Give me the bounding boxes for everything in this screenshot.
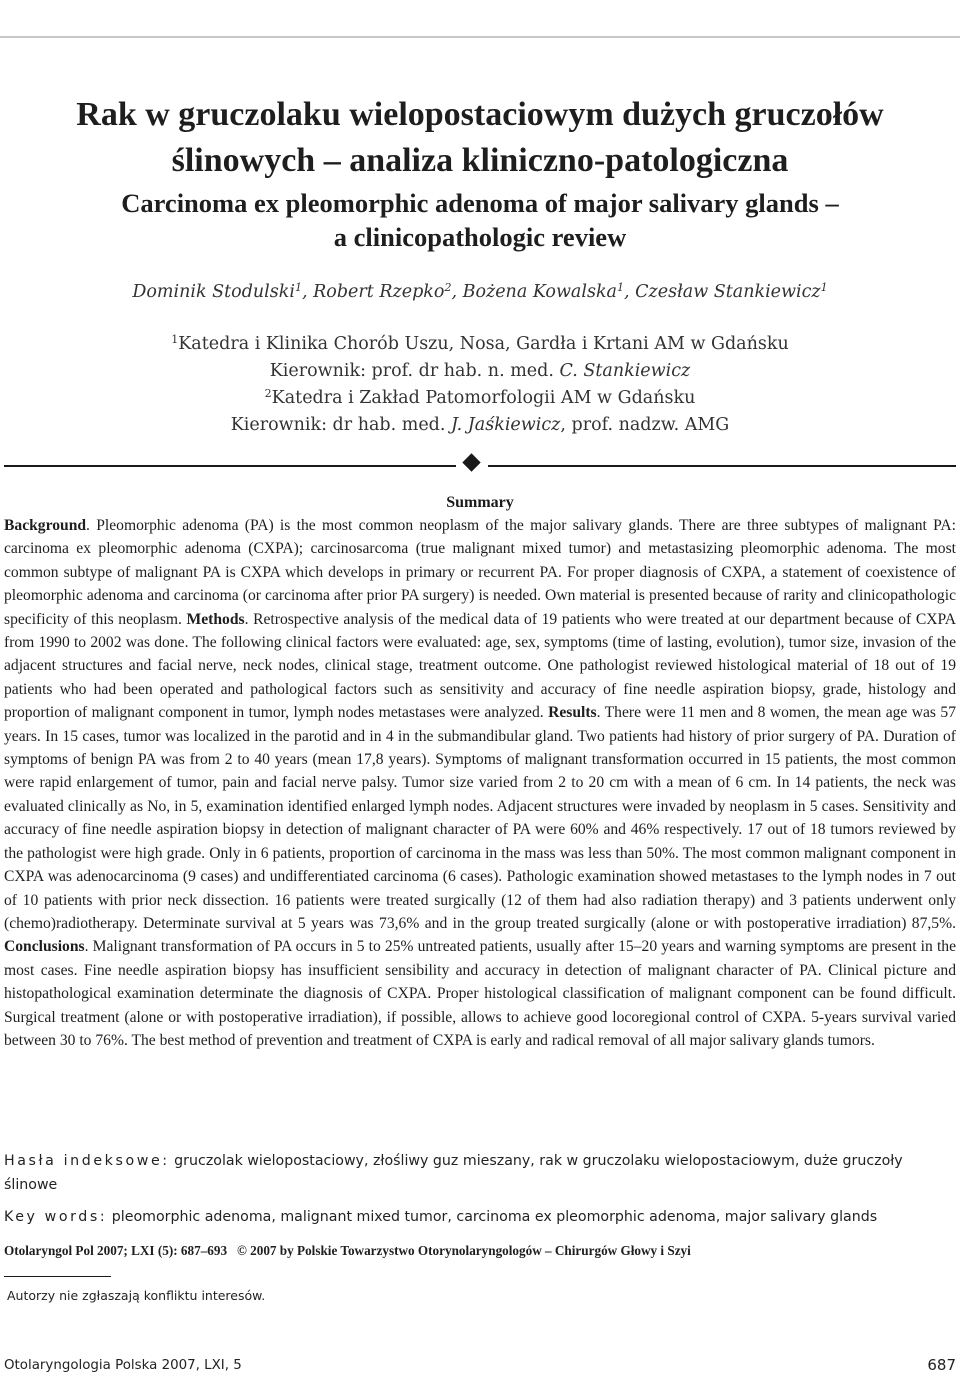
- author: Robert Rzepko$^2$,: [313, 281, 463, 302]
- title-english-line-1: Carcinoma ex pleomorphic adenoma of major salivary glands –: [121, 188, 839, 218]
- divider-left: [4, 465, 456, 467]
- title-polish-line-1: Rak w gruczolaku wielopostaciowym dużych gruczołów: [76, 96, 884, 133]
- affiliation-1-head: Kierownik: prof. dr hab. n. med. C. Stankiewicz: [269, 361, 691, 381]
- methods-text: . Retrospective analysis of the medical data of 19 patients who were treated at our department because of CXPA from 1990 to 2002 was done. The following clinical factors were evaluated: age, sex, symptoms (time of lasting, evolution), tumor size, invasion of the adjacent structures and facial nerve, neck nodes, clinical stage, treatment outcome. One pathologist reviewed histological material of 18 out of 19 patients who had been operated and pathological factors such as sensitivity and accuracy of fine needle aspiration biopsy, grade, histology and proportion of malignant component in tumor, lymph nodes metastases were analyzed.: [4, 610, 956, 722]
- journal-footer: Otolaryngologia Polska 2007, LXI, 5: [4, 1358, 242, 1373]
- results-text: . There were 11 men and 8 women, the mean age was 57 years. In 15 cases, tumor was localized in the parotid and in 4 in the submandibular gland. Two patients had history of prior surgery of PA. Duration of symptoms of benign PA was from 2 to 40 years (mean 17,8 years). Symptoms of malignant transformation occurred in 15 patients, the most common were rapid enlargement of tumor, pain and facial nerve palsy. Tumor size varied from 2 to 20 cm with a mean of 6 cm. In 14 patients, the neck was evaluated clinically as No, in 5, examination identified enlarged lymph nodes. Adjacent structures were invaded by neoplasm in 5 cases. Sensitivity and accuracy of fine needle aspiration biopsy in detection of malignant character of PA were 60% and 46% respectively. 17 out of 18 tumors reviewed by the pathologist were high grade. Only in 6 patients, proportion of carcinoma in the mass was less than 50%. The most common malignant component in CXPA was adenocarcinoma (9 cases) and undifferentiated carcinoma (6 cases). Pathologic examination showed metastases to the lymph nodes in 7 out of 10 patients with prior neck dissection. 16 patients were treated surgically (12 of them had also radiation therapy) and 3 patients underwent only (chemo)radiotherapy. Determinate survival at 5 years was 73,6% and in the group treated surgically (alone or with postoperative irradiation) 87,5%.: [4, 704, 956, 932]
- keywords-polish: [4, 1149, 956, 1197]
- keywords-english-label: Key words:: [4, 1209, 108, 1225]
- title-polish: [0, 92, 960, 184]
- author: Dominik Stodulski$^1$,: [132, 281, 314, 302]
- conclusions-text: . Malignant transformation of PA occurs in 5 to 25% untreated patients, usually after 15–20 years and warning symptoms are present in the most cases. Fine needle aspiration biopsy has insufficient sensibility and accuracy in detection of malignant character of PA. Clinical picture and histopathological examination determinate the diagnosis of CXPA. Proper histological classification of malignant component can be found difficult. Surgical treatment (alone or with postoperative irradiation), if possible, allows to achieve good locoregional control of CXPA. 5-years survival varied between 30 to 76%. The best method of prevention and treatment of CXPA is early and radical removal of all major salivary glands tumors.: [4, 938, 956, 1049]
- keywords-english: [4, 1205, 956, 1229]
- conclusions-label: Conclusions: [4, 938, 85, 956]
- copyright-icon: ©: [236, 1243, 247, 1258]
- summary-heading: Summary: [446, 494, 514, 511]
- abstract-body: [4, 514, 956, 1052]
- results-label: Results: [548, 704, 597, 722]
- footnote-rule: [4, 1276, 111, 1277]
- top-rule: [0, 36, 960, 38]
- author: Czesław Stankiewicz$^1$: [635, 281, 828, 302]
- background-text: . Pleomorphic adenoma (PA) is the most common neoplasm of the major salivary glands. There are three subtypes of malignant PA: carcinoma ex pleomorphic adenoma (CXPA); carcinosarcoma (true malignant mixed tumor) and metastasizing pleomorphic adenoma. The most common subtype of malignant PA is CXPA which develops in primary or recurrent PA. For proper diagnosis of CXPA, a statement of coexistence of pleomorphic adenoma and carcinoma (or carcinoma after prior PA surgery) is needed. Own material is presented because of rarity and clinicopathologic specificity of this neoplasm.: [4, 517, 956, 628]
- citation-line: Otolaryngol Pol 2007; LXI (5): 687–693 © 2007 by Polskie Towarzystwo Otorynolaryngologów – Chirurgów Głowy i Szyi: [4, 1243, 691, 1258]
- affiliation-2: $^2$Katedra i Zakład Patomorfologii AM w Gdańsku: [264, 387, 696, 408]
- title-english: [0, 186, 960, 254]
- footnote: Autorzy nie zgłaszają konfliktu interesów.: [7, 1288, 266, 1303]
- methods-label: Methods: [186, 610, 245, 628]
- keywords-polish-text: gruczolak wielopostaciowy, złośliwy guz mieszany, rak w gruczolaku wielopostaciowym, duże gruczoły ślinowe: [4, 1153, 903, 1193]
- title-english-line-2: a clinicopathologic review: [333, 222, 627, 252]
- keywords-english-text: pleomorphic adenoma, malignant mixed tumor, carcinoma ex pleomorphic adenoma, major salivary glands: [107, 1209, 878, 1225]
- page-number: 687: [927, 1356, 956, 1374]
- title-polish-line-2: ślinowych – analiza kliniczno-patologiczna: [171, 142, 789, 179]
- author: Bożena Kowalska$^1$,: [462, 281, 636, 302]
- affiliation-1: $^1$Katedra i Klinika Chorób Uszu, Nosa, Gardła i Krtani AM w Gdańsku: [171, 333, 789, 354]
- affiliation-2-head: Kierownik: dr hab. med. J. Jaśkiewicz, prof. nadzw. AMG: [230, 415, 730, 435]
- diamond-ornament-icon: [462, 453, 480, 471]
- keywords-polish-label: Hasła indeksowe:: [4, 1153, 170, 1169]
- background-label: Background: [4, 517, 87, 534]
- author-list: [0, 278, 960, 306]
- divider-right: [488, 465, 956, 467]
